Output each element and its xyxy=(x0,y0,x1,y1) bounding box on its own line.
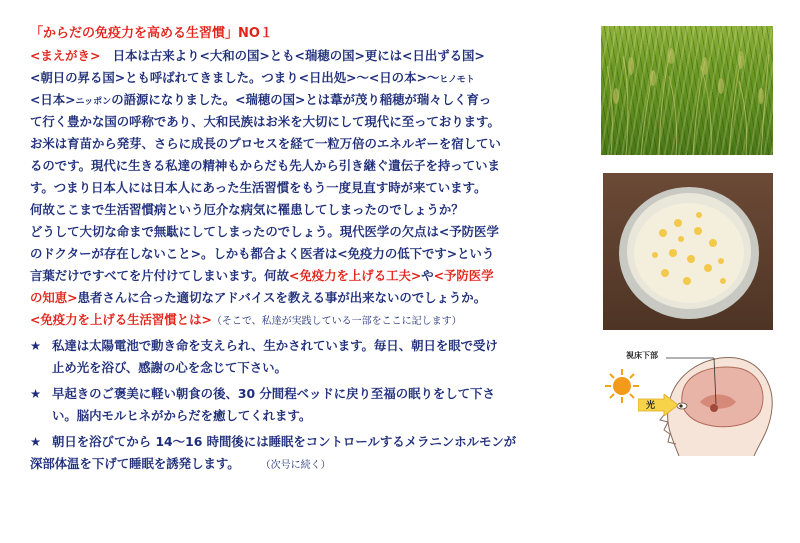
text-line-5: お米は育苗から発芽、さらに成長のプロセスを経て一粒万倍のエネルギーを宿してい xyxy=(30,136,501,151)
star-icon: ★ xyxy=(30,338,42,353)
continued-note: （次号に続く） xyxy=(265,460,331,471)
text-line-7: す。つまり日本人には日本人にあった生活習慣をもう一度見直す時が来ています。 xyxy=(30,180,487,195)
hypothalamus-label: 視床下部 xyxy=(626,351,658,360)
text-line-9: どうして大切な命まで無駄にしてしまったのでしょう。現代医学の欠点は<予防医学 xyxy=(30,224,499,239)
bullet-2-line-1: ★ 早起きのご褒美に軽い朝食の後、30 分間程ベッドに戻り至福の眠りをして下さ xyxy=(30,384,495,404)
bullet-1-line-1: ★ 私達は太陽電池で動き命を支えられ、生かされています。毎日、朝日を眼で受け xyxy=(30,336,498,356)
star-icon: ★ xyxy=(30,434,42,449)
text-line-8: 何故ここまで生活習慣病という厄介な病気に罹患してしまったのでしょうか？ xyxy=(30,202,464,217)
text-line-4: て行く豊かな国の呼称であり、大和民族はお米を大切にして現代に至っております。 xyxy=(30,114,500,129)
rice-stalks-illustration xyxy=(601,26,773,155)
bullet-3-line-1: ★ 朝日を浴びてから 14～16 時間後には睡眠をコントロールするメラニンホルモンが xyxy=(30,432,516,452)
article-title: 「からだの免疫力を高める生習慣」NO１ xyxy=(30,26,273,41)
rice-field-photo xyxy=(601,26,773,155)
bullet-3-line-2: 深部体温を下げて睡眠を誘発します。 （次号に続く） xyxy=(30,456,331,471)
star-icon: ★ xyxy=(30,386,42,401)
light-label: 光 xyxy=(646,401,656,411)
bowl-illustration xyxy=(603,173,773,330)
text-line-11: 言葉だけですべてを片付けてしまいます。何故<免疫力を上げる工夫>や<予防医学 xyxy=(30,268,494,283)
section-heading-title: <免疫力を上げる生活習慣とは> xyxy=(30,312,212,327)
corn-rice-bowl-photo xyxy=(603,173,773,330)
bullet-2-line-2: い。脳内モルヒネがからだを癒してくれます。 xyxy=(52,408,312,423)
sun-icon xyxy=(604,368,640,404)
text-line-6: るのです。現代に生きる私達の精神もからだも先人から引き継ぐ遺伝子を持っていま xyxy=(30,158,500,173)
bullet-1-line-2: 止め光を浴び、感謝の心を念じて下さい。 xyxy=(52,360,287,375)
section-heading-note: （そこで、私達が実践している一部をここに記します） xyxy=(211,316,462,327)
brain-sunlight-illustration xyxy=(604,346,776,464)
text-line-2: <朝日の昇る国>とも呼ばれてきました。つまり<日出処>～<日の本>～ヒノモト xyxy=(30,70,475,85)
text-line-1: <まえがき> 日本は古来より<大和の国>とも<瑞穂の国>更には<日出ずる国> xyxy=(30,48,485,63)
section-heading xyxy=(30,310,462,332)
text-line-12: の知恵>患者さんに合った適切なアドバイスを教える事が出来ないのでしょうか。 xyxy=(30,290,487,305)
brain-diagram xyxy=(604,346,776,464)
text-line-3: <日本>ニッポンの語源になりました。<瑞穂の国>とは葦が茂り稲穂が瑞々しく育っ xyxy=(30,92,492,107)
text-line-10: のドクターが存在しないこと>。しかも都合よく医者は<免疫力の低下です>という xyxy=(30,246,495,261)
maegaki-label: <まえがき> xyxy=(30,48,101,63)
light-arrow-icon xyxy=(638,394,678,416)
